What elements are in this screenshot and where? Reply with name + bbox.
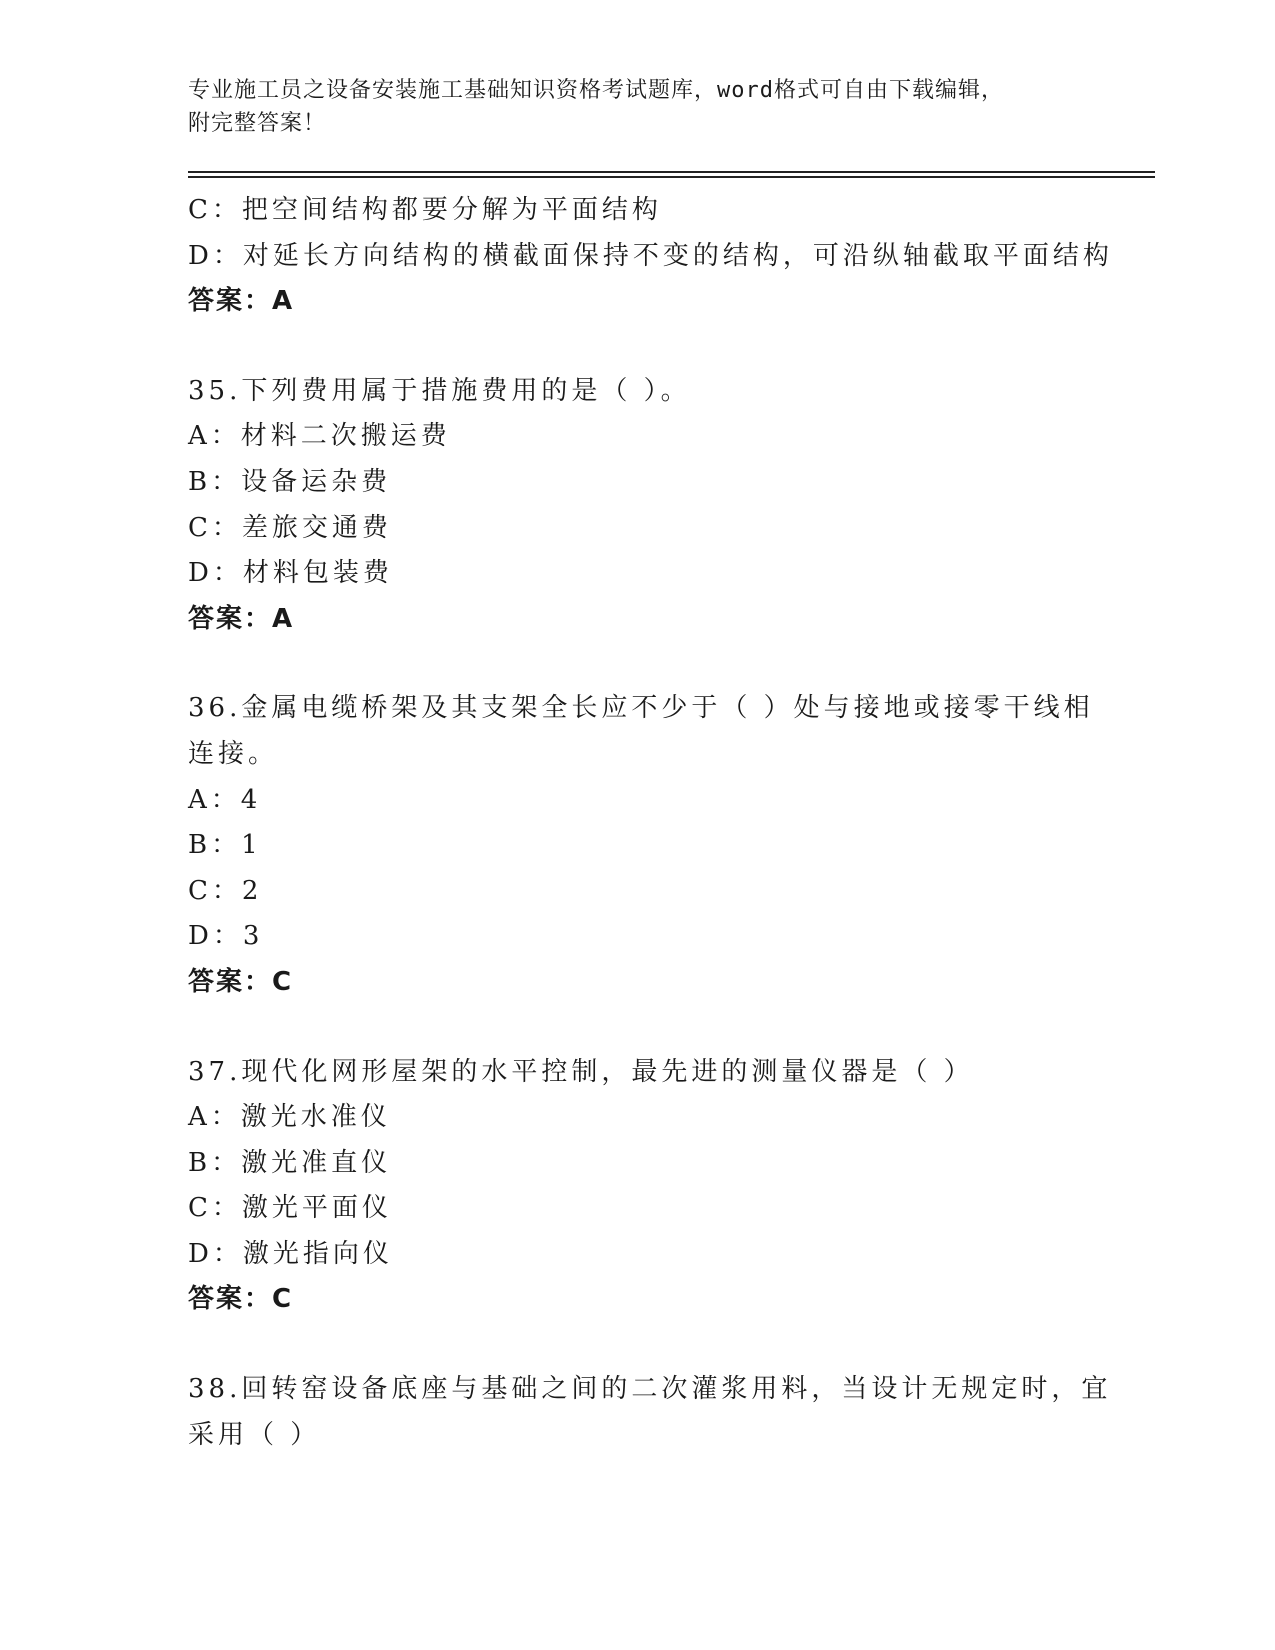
header-rule-top	[188, 171, 1155, 173]
question-stem: 35.下列费用属于措施费用的是（ ）。	[188, 375, 691, 406]
option-line: B：1	[188, 830, 262, 861]
option-line: D：激光指向仪	[188, 1238, 393, 1269]
question-36	[188, 686, 1094, 1005]
header-line-1: 专业施工员之设备安装施工基础知识资格考试题库，word格式可自由下载编辑，	[188, 78, 1004, 103]
option-line: C：激光平面仪	[188, 1193, 392, 1224]
question-stem: 38.回转窑设备底座与基础之间的二次灌浆用料，当设计无规定时，宜	[188, 1374, 1112, 1405]
header-rule-bottom	[188, 176, 1155, 178]
header-line-2: 附完整答案！	[188, 111, 327, 136]
option-line: B：设备运杂费	[188, 466, 392, 497]
answer-line: 答案：C	[188, 1284, 294, 1315]
question-38	[188, 1367, 1112, 1458]
option-line: A：激光水准仪	[188, 1102, 391, 1133]
question-list	[188, 188, 1113, 1458]
answer-line: 答案：A	[188, 603, 295, 634]
document-header	[188, 74, 1068, 140]
answer-line: 答案：A	[188, 286, 295, 317]
question-stem-continued: 连接。	[188, 738, 279, 769]
option-line: D：对延长方向结构的横截面保持不变的结构，可沿纵轴截取平面结构	[188, 240, 1113, 271]
option-line: D：材料包装费	[188, 558, 393, 589]
option-line: A：4	[188, 784, 262, 815]
question-35	[188, 369, 1088, 643]
option-line: B：激光准直仪	[188, 1147, 392, 1178]
option-line: C：把空间结构都要分解为平面结构	[188, 195, 662, 225]
option-line: A：材料二次搬运费	[188, 421, 451, 452]
question-stem: 37.现代化网形屋架的水平控制，最先进的测量仪器是（ ）	[188, 1056, 974, 1087]
previous-question-tail	[188, 188, 1113, 325]
answer-line: 答案：C	[188, 966, 294, 997]
question-37	[188, 1050, 1088, 1324]
option-line: C：差旅交通费	[188, 512, 392, 543]
question-stem: 36.金属电缆桥架及其支架全长应不少于（ ）处与接地或接零干线相	[188, 693, 1094, 724]
question-stem-continued: 采用（ ）	[188, 1419, 321, 1450]
option-line: C：2	[188, 875, 263, 906]
option-line: D：3	[188, 921, 264, 952]
